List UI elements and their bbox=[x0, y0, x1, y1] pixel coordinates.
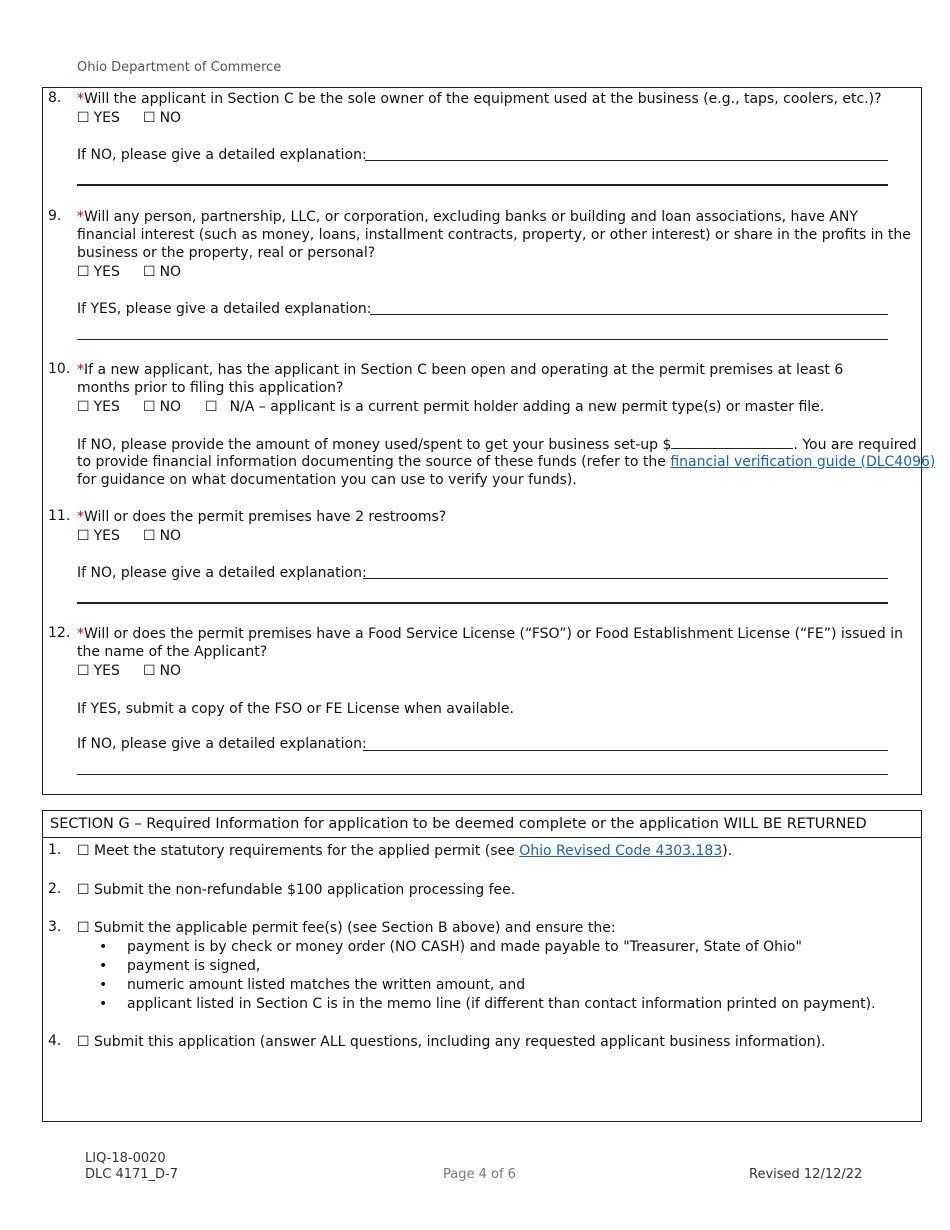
q9-text: Will any person, partnership, LLC, or corporation, excluding banks or building and loan associations, have ANY financial interest (such as money, loans, installment contracts, property, or other interest) or share in the profits in the business or the property, real or personal? bbox=[77, 209, 911, 261]
section-g-title: SECTION G – Required Information for application to be deemed complete or the application WILL BE RETURNED bbox=[50, 816, 867, 832]
q8-explain-field-2[interactable] bbox=[77, 184, 888, 186]
checkbox-icon: ☐ bbox=[77, 110, 90, 126]
checkbox-icon: ☐ bbox=[77, 920, 90, 936]
q10-money-post: . You are required bbox=[793, 437, 917, 453]
g1-text-end: ). bbox=[722, 843, 733, 859]
financial-guide-link[interactable]: financial verification guide (DLC4096) bbox=[670, 454, 936, 470]
yes-label: YES bbox=[93, 110, 120, 126]
no-label: NO bbox=[159, 110, 182, 126]
checkbox-icon: ☐ bbox=[77, 399, 90, 415]
checkbox-icon: ☐ bbox=[77, 1034, 90, 1050]
g2-item[interactable] bbox=[77, 881, 515, 899]
q10-funds-text: to provide financial information documenting the source of these funds (refer to the bbox=[77, 454, 666, 470]
q8-number: 8. bbox=[48, 90, 62, 106]
yes-label: YES bbox=[93, 264, 120, 280]
checkbox-icon: ☐ bbox=[143, 110, 156, 126]
q8-text: Will the applicant in Section C be the sole owner of the equipment used at the business (e.g., taps, coolers, etc.)? bbox=[84, 91, 882, 107]
q8-yes-checkbox[interactable] bbox=[77, 110, 120, 126]
required-star: * bbox=[77, 509, 84, 525]
g4-item[interactable] bbox=[77, 1033, 826, 1051]
q11-explain-field[interactable] bbox=[363, 578, 888, 579]
q9-yes-checkbox[interactable] bbox=[77, 264, 120, 280]
na-label: N/A – applicant is a current permit holder adding a new permit type(s) or master file. bbox=[229, 399, 825, 415]
no-label: NO bbox=[159, 399, 182, 415]
bullet-item: • payment is by check or money order (NO CASH) and made payable to "Treasurer, State of Ohio" bbox=[77, 938, 876, 957]
q12-number: 12. bbox=[48, 625, 71, 641]
q10-money-label: If NO, please provide the amount of money used/spent to get your business set-up $ bbox=[77, 437, 672, 453]
q12-no-checkbox[interactable] bbox=[143, 663, 181, 679]
yes-label: YES bbox=[93, 399, 120, 415]
q10-yes-checkbox[interactable] bbox=[77, 399, 120, 415]
q8-explain-field[interactable] bbox=[365, 160, 888, 161]
q10-question bbox=[77, 361, 897, 397]
checkbox-icon: ☐ bbox=[77, 528, 90, 544]
page-number: Page 4 of 6 bbox=[443, 1167, 516, 1182]
q11-text: Will or does the permit premises have 2 restrooms? bbox=[84, 509, 447, 525]
form-id: LIQ-18-0020 bbox=[85, 1151, 166, 1166]
q10-no-checkbox[interactable] bbox=[143, 399, 181, 415]
q10-money-line bbox=[77, 435, 917, 454]
q9-question bbox=[77, 208, 912, 262]
q11-no-checkbox[interactable] bbox=[143, 528, 181, 544]
g1-number: 1. bbox=[48, 842, 62, 858]
q10-text: If a new applicant, has the applicant in Section C been open and operating at the permit premises at least 6 months prior to filing this application? bbox=[77, 362, 844, 396]
g2-text: Submit the non-refundable $100 application processing fee. bbox=[94, 882, 516, 898]
no-label: NO bbox=[159, 663, 182, 679]
q9-explain-label: If YES, please give a detailed explanation: bbox=[77, 301, 372, 317]
q11-yes-checkbox[interactable] bbox=[77, 528, 120, 544]
q12-yes-checkbox[interactable] bbox=[77, 663, 120, 679]
checkbox-icon: ☐ bbox=[77, 843, 90, 859]
q9-no-checkbox[interactable] bbox=[143, 264, 181, 280]
checkbox-icon: ☐ bbox=[143, 528, 156, 544]
g1-item[interactable] bbox=[77, 842, 732, 860]
q9-explain-field-2[interactable] bbox=[77, 339, 888, 340]
q8-question bbox=[77, 90, 907, 108]
orc-link[interactable]: Ohio Revised Code 4303.183 bbox=[519, 843, 723, 859]
agency-header: Ohio Department of Commerce bbox=[77, 60, 282, 75]
q9-explain-field[interactable] bbox=[370, 314, 888, 315]
checkbox-icon: ☐ bbox=[205, 399, 218, 415]
q8-no-checkbox[interactable] bbox=[143, 110, 181, 126]
q11-question bbox=[77, 508, 897, 526]
q12-explain-field[interactable] bbox=[363, 750, 888, 751]
required-star: * bbox=[77, 362, 84, 378]
checkbox-icon: ☐ bbox=[143, 399, 156, 415]
checkbox-icon: ☐ bbox=[77, 882, 90, 898]
checkbox-icon: ☐ bbox=[77, 663, 90, 679]
q11-explain-field-2[interactable] bbox=[77, 602, 888, 604]
checkbox-icon: ☐ bbox=[143, 264, 156, 280]
q12-fso-note: If YES, submit a copy of the FSO or FE License when available. bbox=[77, 701, 514, 717]
q12-text: Will or does the permit premises have a Food Service License (“FSO”) or Food Establishment License (“FE”) issued in the name of the Applicant? bbox=[77, 626, 903, 660]
g3-number: 3. bbox=[48, 919, 62, 935]
bullet-item: • payment is signed, bbox=[77, 957, 876, 976]
q8-explain-label: If NO, please give a detailed explanation: bbox=[77, 147, 367, 163]
q10-number: 10. bbox=[48, 361, 71, 377]
q9-number: 9. bbox=[48, 208, 62, 224]
q11-number: 11. bbox=[48, 508, 71, 524]
required-star: * bbox=[77, 626, 84, 642]
q10-na-checkbox[interactable] bbox=[205, 399, 824, 415]
bullet-item: • numeric amount listed matches the written amount, and bbox=[77, 976, 876, 995]
form-code: DLC 4171_D-7 bbox=[85, 1167, 179, 1182]
bullet-item: • applicant listed in Section C is in the memo line (if different than contact information printed on payment). bbox=[77, 995, 876, 1014]
checkbox-icon: ☐ bbox=[77, 264, 90, 280]
q10-guidance-text: for guidance on what documentation you can use to verify your funds). bbox=[77, 472, 577, 488]
no-label: NO bbox=[159, 528, 182, 544]
g3-text: Submit the applicable permit fee(s) (see Section B above) and ensure the: bbox=[94, 920, 616, 936]
g3-item[interactable] bbox=[77, 919, 616, 937]
g4-number: 4. bbox=[48, 1033, 62, 1049]
g4-text: Submit this application (answer ALL questions, including any requested applicant business information). bbox=[94, 1034, 826, 1050]
no-label: NO bbox=[159, 264, 182, 280]
yes-label: YES bbox=[93, 528, 120, 544]
required-star: * bbox=[77, 91, 84, 107]
q12-explain-label: If NO, please give a detailed explanation: bbox=[77, 736, 367, 752]
g2-number: 2. bbox=[48, 881, 62, 897]
q11-explain-label: If NO, please give a detailed explanation: bbox=[77, 565, 367, 581]
payment-bullets bbox=[77, 938, 876, 1014]
checkbox-icon: ☐ bbox=[143, 663, 156, 679]
required-star: * bbox=[77, 209, 84, 225]
q10-money-field[interactable] bbox=[671, 435, 793, 449]
q10-funds-line bbox=[77, 453, 935, 471]
q12-explain-field-2[interactable] bbox=[77, 774, 888, 775]
yes-label: YES bbox=[93, 663, 120, 679]
revised-date: Revised 12/12/22 bbox=[749, 1167, 863, 1182]
q12-question bbox=[77, 625, 907, 661]
g1-text: Meet the statutory requirements for the applied permit (see bbox=[94, 843, 520, 859]
